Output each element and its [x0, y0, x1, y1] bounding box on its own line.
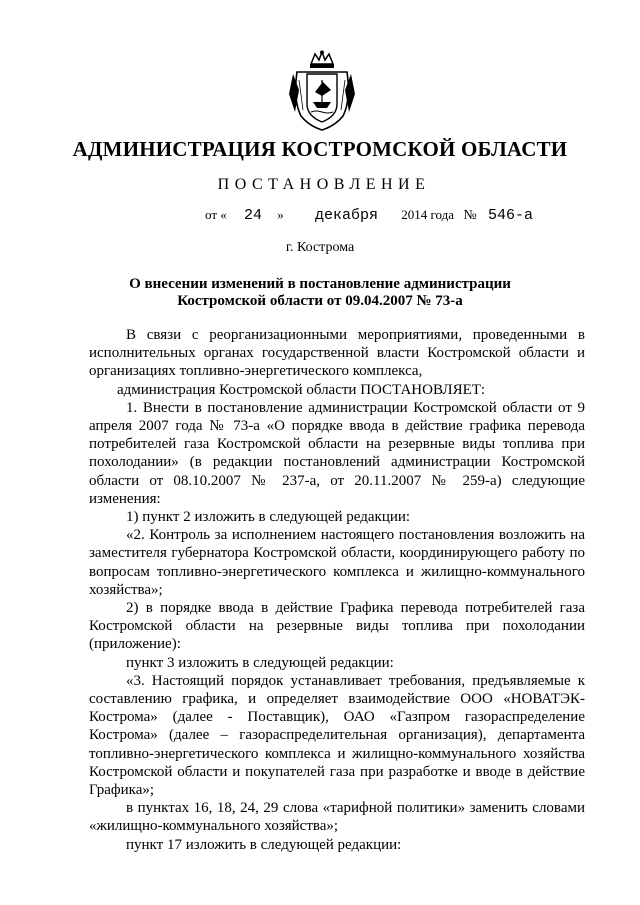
- title-line-1: О внесении изменений в постановление администрации: [129, 276, 511, 292]
- agency-name: АДМИНИСТРАЦИЯ КОСТРОМСКОЙ ОБЛАСТИ: [72, 137, 568, 161]
- date-closing-quote: »: [277, 207, 284, 222]
- document-number: 546-а: [487, 207, 533, 224]
- paragraph-subitem-1: 1) пункт 2 изложить в следующей редакции:: [126, 509, 411, 526]
- city: г. Кострома: [285, 240, 355, 255]
- document-title: [90, 276, 550, 310]
- coat-of-arms-emblem: [289, 50, 355, 132]
- date-year: 2014 года: [401, 207, 455, 222]
- date-day: 24: [244, 207, 263, 224]
- date-prefix: от «: [205, 207, 227, 222]
- number-sign: №: [463, 208, 477, 223]
- paragraph-subitem-2: 2) в порядке ввода в действие Графика перевода потребителей газа Костромской области на резервные виды топлива при похолодании (приложение):: [89, 600, 585, 653]
- paragraph-resolves: администрация Костромской области ПОСТАНОВЛЯЕТ:: [117, 381, 486, 398]
- paragraph-quote-2: «2. Контроль за исполнением настоящего постановления возложить на заместителя губернатора Костромской области, координирующего работу по вопросам топливно-энергетического комплекса и жилищно-коммунального хозяйства»;: [89, 527, 585, 598]
- title-line-2: Костромской области от 09.04.2007 № 73-а: [177, 293, 463, 309]
- date-number-line: [205, 207, 533, 224]
- paragraph-item-1: 1. Внести в постановление администрации Костромской области от 9 апреля 2007 года № 73-а «О порядке ввода в действие графика перевода потребителей газа Костромской области на резервные виды топлива при похолодании» (в редакции постановлений администрации Костромской области от 08.10.2007 № 237-а, от 20.11.2007 № 259-а) следующие изменения:: [89, 399, 585, 507]
- document-type: ПОСТАНОВЛЕНИЕ: [217, 176, 431, 193]
- paragraph-preamble: В связи с реорганизационными мероприятиями, проведенными в исполнительных органах государственной власти Костромской области и организациях топливно-энергетического комплекса,: [89, 327, 585, 380]
- document-body: [89, 326, 585, 854]
- paragraph-point-3-intro: пункт 3 изложить в следующей редакции:: [126, 654, 394, 671]
- date-month: декабря: [315, 207, 379, 224]
- paragraph-quote-3: «3. Настоящий порядок устанавливает требования, предъявляемые к составлению графика, и определяет взаимодействие ООО «НОВАТЭК-Кострома» (далее - Поставщик), ОАО «Газпром газораспределение Кострома» (далее – газораспределительная организация), департамента топливно-энергетического комплекса и жилищно-коммунального хозяйства Костромской области и покупателей газа при разработке и вводе в действие Графика»;: [89, 672, 585, 799]
- paragraph-point-17-intro: пункт 17 изложить в следующей редакции:: [126, 836, 402, 853]
- paragraph-replace-words: в пунктах 16, 18, 24, 29 слова «тарифной политики» заменить словами «жилищно-коммунального хозяйства»;: [89, 800, 585, 835]
